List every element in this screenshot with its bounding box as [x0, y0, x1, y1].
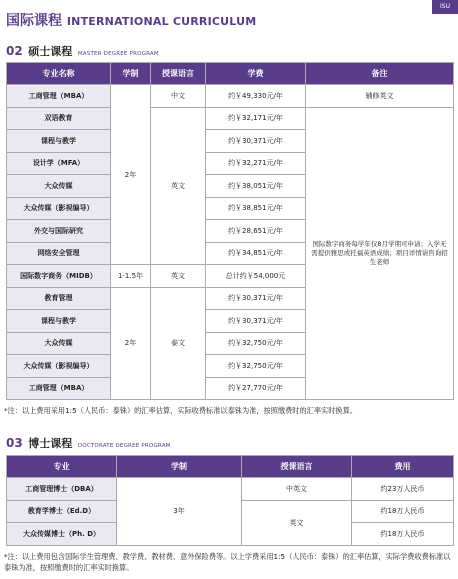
table-row: [7, 478, 454, 501]
master-header-language: 授课语言: [151, 63, 206, 85]
language-cell: 英文: [151, 265, 206, 288]
program-name: 课程与教学: [7, 130, 111, 153]
doctor-header-language: 授课语言: [242, 456, 352, 478]
fee-cell: 总计约￥54,000元: [206, 265, 306, 288]
program-name: 大众传媒: [7, 175, 111, 198]
fee-cell: 约￥32,171元/年: [206, 107, 306, 130]
duration-cell: 3年: [117, 478, 242, 546]
duration-cell: 1-1.5年: [111, 265, 151, 288]
program-name: 工商管理（MBA）: [7, 377, 111, 400]
doctor-header-name: 专业: [7, 456, 117, 478]
master-header-name: 专业名称: [7, 63, 111, 85]
language-cell: 中文: [151, 85, 206, 108]
fee-cell: 约￥30,371元/年: [206, 310, 306, 333]
fee-cell: 约￥32,750元/年: [206, 332, 306, 355]
doctor-section-subtitle: DOCTORATE DEGREE PROGRAM: [77, 443, 171, 449]
fee-cell: 约23万人民币: [352, 478, 454, 501]
doctor-table: [6, 455, 454, 546]
master-header-duration: 学制: [111, 63, 151, 85]
fee-cell: 约￥34,851元/年: [206, 242, 306, 265]
language-cell: 英文: [242, 500, 352, 545]
doctor-header-duration: 学制: [117, 456, 242, 478]
program-name: 国际数字商务（MIDB）: [7, 265, 111, 288]
remark-cell: 国际数字商务每学年仅8月学期可申请；入学无需提供雅思或托福英语成绩；项目详情请咨询招生老师: [306, 107, 454, 400]
fee-cell: 约￥30,371元/年: [206, 130, 306, 153]
master-section-heading: [6, 40, 159, 59]
program-name: 课程与教学: [7, 310, 111, 333]
master-header-row: [7, 63, 454, 85]
program-name: 大众传媒（影视编导）: [7, 355, 111, 378]
doctor-header-fee: 费用: [352, 456, 454, 478]
table-row: [7, 85, 454, 108]
fee-cell: 约￥30,371元/年: [206, 287, 306, 310]
program-name: 工商管理（MBA）: [7, 85, 111, 108]
fee-cell: 约￥38,851元/年: [206, 197, 306, 220]
master-table: [6, 62, 454, 400]
program-name: 大众传媒（影视编导）: [7, 197, 111, 220]
program-name: 大众传媒: [7, 332, 111, 355]
program-name: 外交与国际研究: [7, 220, 111, 243]
master-section-title: 硕士课程: [28, 45, 73, 58]
program-name: 网络安全管理: [7, 242, 111, 265]
master-section-number: 02: [6, 44, 23, 58]
corner-tab: ISU: [432, 0, 458, 14]
fee-cell: 约￥49,330元/年: [206, 85, 306, 108]
table-row: [7, 107, 454, 130]
fee-cell: 约￥32,750元/年: [206, 355, 306, 378]
language-cell: 英文: [151, 107, 206, 265]
fee-cell: 约￥32,271元/年: [206, 152, 306, 175]
page-title: [6, 10, 256, 30]
fee-cell: 约￥38,051元/年: [206, 175, 306, 198]
remark-cell: 辅修英文: [306, 85, 454, 108]
duration-cell: 2年: [111, 85, 151, 265]
doctor-section-heading: [6, 432, 171, 451]
doctor-section-title: 博士课程: [28, 437, 73, 450]
fee-cell: 约18万人民币: [352, 523, 454, 546]
program-name: 设计学（MFA）: [7, 152, 111, 175]
master-header-remark: 备注: [306, 63, 454, 85]
program-name: 大众传媒博士（Ph. D）: [7, 523, 117, 546]
page-title-en: INTERNATIONAL CURRICULUM: [66, 15, 257, 28]
doctor-footnote: *注：以上费用包含国际学生管理费、教学费、教材费、意外保险费等。以上学费采用1:5（人民币：泰铢）的汇率估算，实际学费收费标准以泰铢为准，按照缴费时的汇率实时换算。: [4, 552, 451, 572]
doctor-header-row: [7, 456, 454, 478]
fee-cell: 约18万人民币: [352, 500, 454, 523]
master-header-fee: 学费: [206, 63, 306, 85]
language-cell: 中英文: [242, 478, 352, 501]
program-name: 教育学博士（Ed.D）: [7, 500, 117, 523]
program-name: 工商管理博士（DBA）: [7, 478, 117, 501]
fee-cell: 约￥28,651元/年: [206, 220, 306, 243]
program-name: 双语教育: [7, 107, 111, 130]
page-title-cn: 国际课程: [6, 13, 62, 29]
doctor-section-number: 03: [6, 436, 23, 450]
duration-cell: 2年: [111, 287, 151, 400]
master-section-subtitle: MASTER DEGREE PROGRAM: [77, 51, 159, 57]
program-name: 教育管理: [7, 287, 111, 310]
language-cell: 泰文: [151, 287, 206, 400]
fee-cell: 约￥27,770元/年: [206, 377, 306, 400]
master-footnote: *注：以上费用采用1:5（人民币：泰铢）的汇率估算，实际收费标准以泰铢为准，按照缴费时的汇率实时换算。: [4, 406, 357, 415]
